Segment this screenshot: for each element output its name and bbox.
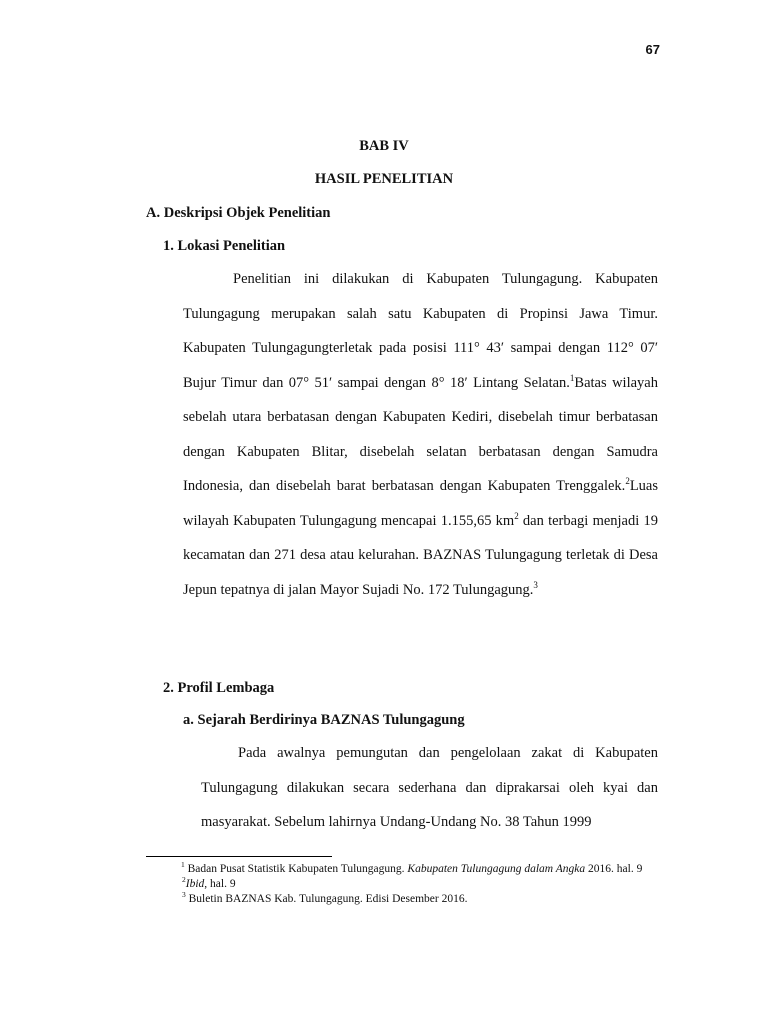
page-number: 67	[645, 42, 660, 57]
footnote-text: , hal. 9	[204, 878, 236, 890]
paragraph-sejarah	[201, 736, 658, 840]
footnote-ref: 1	[569, 372, 575, 383]
chapter-number: BAB IV	[359, 138, 409, 154]
paragraph-text: Luas wilayah Kabupaten Tulungagung mencapai 1.155,65 km	[183, 478, 658, 529]
footnote-text: Buletin BAZNAS Kab. Tulungagung. Edisi Desember 2016.	[185, 893, 468, 905]
footnote-title: Ibid	[185, 878, 205, 890]
footnote-text: Badan Pusat Statistik Kabupaten Tulungagung.	[184, 863, 408, 875]
footnote-2	[146, 877, 658, 892]
paragraph-text: dan terbagi menjadi 19 kecamatan dan 271 desa atau kelurahan. BAZNAS Tulungagung terletak di Desa Jepun tepatnya di jalan Mayor Sujadi No. 172 Tulungagung.	[183, 512, 658, 598]
subsection-heading-1: 1. Lokasi Penelitian	[163, 238, 286, 254]
paragraph-lokasi	[183, 262, 658, 607]
subsection-heading-2a: a. Sejarah Berdirinya BAZNAS Tulungagung	[183, 712, 465, 728]
footnote-number: 2	[182, 875, 186, 885]
paragraph-text: Penelitian ini dilakukan di Kabupaten Tulungagung. Kabupaten Tulungagung merupakan salah satu Kabupaten di Propinsi Jawa Timur. Kabupaten Tulungagungterletak pada posisi 111° 43′ sampai dengan 112° 07′ Bujur Timur dan 07° 51′ sampai dengan 8° 18′ Lintang Selatan.	[183, 271, 658, 391]
footnote-ref: 2	[625, 476, 630, 487]
footnote-ref: 3	[533, 579, 538, 590]
footnote-text: 2016. hal. 9	[585, 863, 643, 875]
footnote-title: Kabupaten Tulungagung dalam Angka	[407, 863, 586, 875]
footnote-number: 1	[181, 860, 185, 870]
chapter-title: HASIL PENELITIAN	[314, 171, 454, 187]
footnote-1	[146, 862, 658, 877]
subsection-heading-2: 2. Profil Lembaga	[163, 680, 275, 696]
footnote-separator	[146, 856, 332, 857]
footnote-number: 3	[182, 890, 186, 900]
section-heading-a: A. Deskripsi Objek Penelitian	[146, 205, 331, 221]
footnotes	[146, 862, 658, 907]
superscript-square: 2	[514, 510, 519, 521]
footnote-3	[146, 892, 658, 907]
paragraph-text: Pada awalnya pemungutan dan pengelolaan zakat di Kabupaten Tulungagung dilakukan secara sederhana dan diprakarsai oleh kyai dan masyarakat. Sebelum lahirnya Undang-Undang No. 38 Tahun 1999	[201, 745, 658, 830]
paragraph-text: Batas wilayah sebelah utara berbatasan dengan Kabupaten Kediri, disebelah timur berbatasan dengan Kabupaten Blitar, disebelah selatan berbatasan dengan Samudra Indonesia, dan disebelah barat berbatasan dengan Kabupaten Trenggalek.	[183, 374, 658, 494]
